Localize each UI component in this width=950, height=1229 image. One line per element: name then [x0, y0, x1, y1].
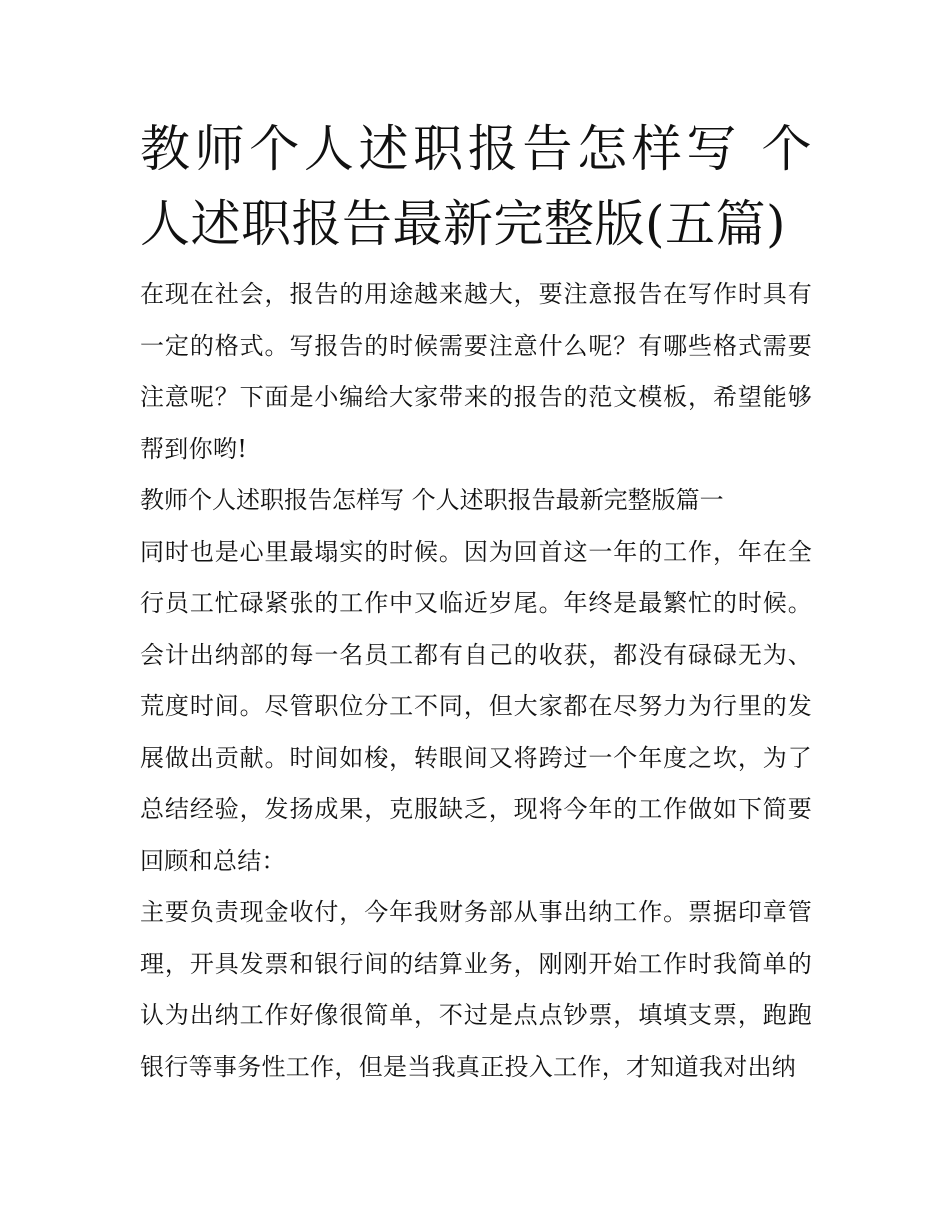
section-heading: 教师个人述职报告怎样写 个人述职报告最新完整版篇一	[140, 486, 724, 514]
document-page	[140, 112, 812, 1093]
body-paragraph: 主要负责现金收付，今年我财务部从事出纳工作。票据印章管理，开具发票和银行间的结算业务，刚刚开始工作时我简单的认为出纳工作好像很简单，不过是点点钞票，填填支票，跑跑银行等事务性工作，但是当我真正投入工作，才知道我对出纳	[140, 898, 812, 1081]
intro-paragraph: 在现在社会，报告的用途越来越大，要注意报告在写作时具有一定的格式。写报告的时候需要注意什么呢？有哪些格式需要注意呢？下面是小编给大家带来的报告的范文模板，希望能够帮到你哟!	[140, 280, 812, 463]
document-title: 教师个人述职报告怎样写 个人述职报告最新完整版(五篇)	[140, 120, 812, 253]
document-body	[140, 269, 812, 1093]
body-paragraph: 同时也是心里最塌实的时候。因为回首这一年的工作，年在全行员工忙碌紧张的工作中又临近岁尾。年终是最繁忙的时候。会计出纳部的每一名员工都有自己的收获，都没有碌碌无为、荒度时间。尽管职位分工不同，但大家都在尽努力为行里的发展做出贡献。时间如梭，转眼间又将跨过一个年度之坎，为了总结经验，发扬成果，克服缺乏，现将今年的工作做如下简要回顾和总结：	[140, 537, 812, 875]
